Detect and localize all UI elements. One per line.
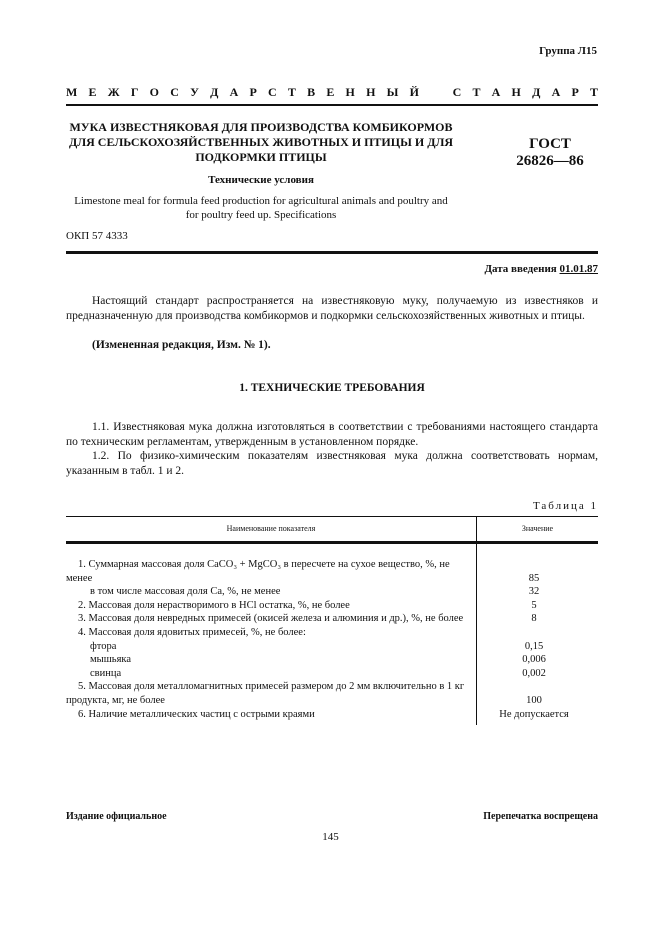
table-row <box>66 585 598 599</box>
heading-letter: А <box>551 85 561 99</box>
heading-letter: Ж <box>107 85 120 99</box>
table-row <box>66 667 598 681</box>
row-indicator: 2. Массовая доля нерастворимого в HCl остатка, %, не более <box>78 599 350 611</box>
heading-letter: Р <box>249 85 257 99</box>
table-body <box>66 544 598 725</box>
subtitle: Технические условия <box>208 174 314 186</box>
heading-letter: Г <box>130 85 139 99</box>
english-title-line: Limestone meal for formula feed production for agricultural animals and poultry and <box>74 195 448 207</box>
row-value: Не допускается <box>499 708 569 720</box>
heading-letter: О <box>149 85 160 99</box>
row-value: 0,006 <box>522 654 546 666</box>
title-line: ПОДКОРМКИ ПТИЦЫ <box>195 150 327 164</box>
heading-letter: Ы <box>386 85 399 99</box>
heading-letter: Н <box>345 85 355 99</box>
table-row <box>66 612 598 626</box>
heading-letter: С <box>170 85 179 99</box>
row-value: 0,15 <box>524 640 544 652</box>
reprint-prohibited: Перепечатка воспрещена <box>483 811 598 822</box>
table-row <box>66 626 598 640</box>
row-value: 85 <box>528 572 540 584</box>
heading-letter: Н <box>366 85 376 99</box>
row-indicator: 5. Массовая доля металломагнитных примесей размером до 2 мм включительно в 1 кг продукта, мг, не более <box>66 681 465 706</box>
table-row <box>66 640 598 654</box>
heading-letter: А <box>229 85 239 99</box>
document-title <box>62 120 460 165</box>
heading-letter: Т <box>472 85 481 99</box>
date-value: 01.01.87 <box>559 263 598 275</box>
table-header <box>66 517 598 544</box>
row-value: 32 <box>528 586 540 598</box>
row-indicator: фтора <box>90 640 117 652</box>
english-title <box>62 194 460 222</box>
english-title-line: for poultry feed up. Specifications <box>185 209 337 221</box>
section-heading: 1. ТЕХНИЧЕСКИЕ ТРЕБОВАНИЯ <box>239 382 425 394</box>
heading-letter: Т <box>287 85 296 99</box>
table-row <box>66 708 598 722</box>
heading-letter: Е <box>88 85 97 99</box>
interstate-standard-heading <box>66 85 598 99</box>
title-line: ДЛЯ СЕЛЬСКОХОЗЯЙСТВЕННЫХ ЖИВОТНЫХ И ПТИЦЫ И ДЛЯ <box>68 135 454 149</box>
row-indicator: свинца <box>90 667 122 679</box>
table-row <box>66 558 598 585</box>
row-value: 0,002 <box>522 667 546 679</box>
heading-letter: Д <box>210 85 219 99</box>
heading-letter: В <box>307 85 316 99</box>
heading-letter: С <box>268 85 277 99</box>
row-indicator: в том числе массовая доля Ca, %, не менее <box>90 586 281 598</box>
table-row <box>66 680 598 707</box>
gost-code: 26826—86 <box>516 153 584 169</box>
clause-1-1: 1.1. Известняковая мука должна изготовляться в соответствии с требованиями настоящего стандарта по техническим регламентам, утвержденным в установленном порядке. <box>66 421 598 448</box>
heading-letter: Т <box>589 85 598 99</box>
heading-letter: Й <box>409 85 419 99</box>
thick-divider <box>66 251 598 254</box>
heading-letter: Р <box>571 85 579 99</box>
row-value: 5 <box>531 599 537 611</box>
gost-label: ГОСТ <box>529 136 571 152</box>
heading-letter: М <box>66 85 78 99</box>
table-row <box>66 599 598 613</box>
gost-number <box>490 136 610 170</box>
heading-letter: С <box>452 85 462 99</box>
heading-letter: Д <box>532 85 541 99</box>
official-edition: Издание официальное <box>66 811 167 822</box>
row-indicator: 1. Суммарная массовая доля CaCO₃ + MgCO₃ в пересчете на сухое вещество, %, не менее <box>66 559 450 584</box>
heading-letter: А <box>491 85 501 99</box>
row-indicator: 6. Наличие металлических частиц с острыми краями <box>78 708 315 720</box>
row-indicator: 4. Массовая доля ядовитых примесей, %, не более: <box>78 626 306 638</box>
heading-letter: Н <box>511 85 521 99</box>
title-line: МУКА ИЗВЕСТНЯКОВАЯ ДЛЯ ПРОИЗВОДСТВА КОМБИКОРМОВ <box>69 120 453 134</box>
row-indicator: 3. Массовая доля невредных примесей (окисей железа и алюминия и др.), %, не более <box>78 613 464 625</box>
divider <box>66 104 598 106</box>
row-indicator: мышьяка <box>90 654 132 666</box>
row-value: 8 <box>531 613 537 625</box>
row-value: 100 <box>526 694 542 706</box>
heading-letter: Е <box>326 85 335 99</box>
date-label: Дата введения <box>484 263 560 275</box>
effective-date <box>484 262 598 276</box>
table-row <box>66 653 598 667</box>
table-label: Таблица 1 <box>532 500 598 512</box>
requirements-table <box>66 516 598 725</box>
heading-letter: У <box>190 85 199 99</box>
group-code: Группа Л15 <box>539 45 597 57</box>
clause-1-2: 1.2. По физико-химическим показателям известняковая мука должна соответствовать нормам, указанным в табл. 1 и 2. <box>66 450 598 477</box>
okp-code: ОКП 57 4333 <box>66 230 128 242</box>
header-indicator: Наименование показателя <box>226 524 316 533</box>
page-number: 145 <box>322 831 339 843</box>
intro-paragraph: Настоящий стандарт распространяется на известняковую муку, получаемую из известняков и предназначенную для производства комбикормов и подкормки сельскохозяйственных животных и птицы. <box>66 295 598 322</box>
amendment-note: (Измененная редакция, Изм. № 1). <box>92 339 271 351</box>
header-value: Значение <box>476 517 598 541</box>
